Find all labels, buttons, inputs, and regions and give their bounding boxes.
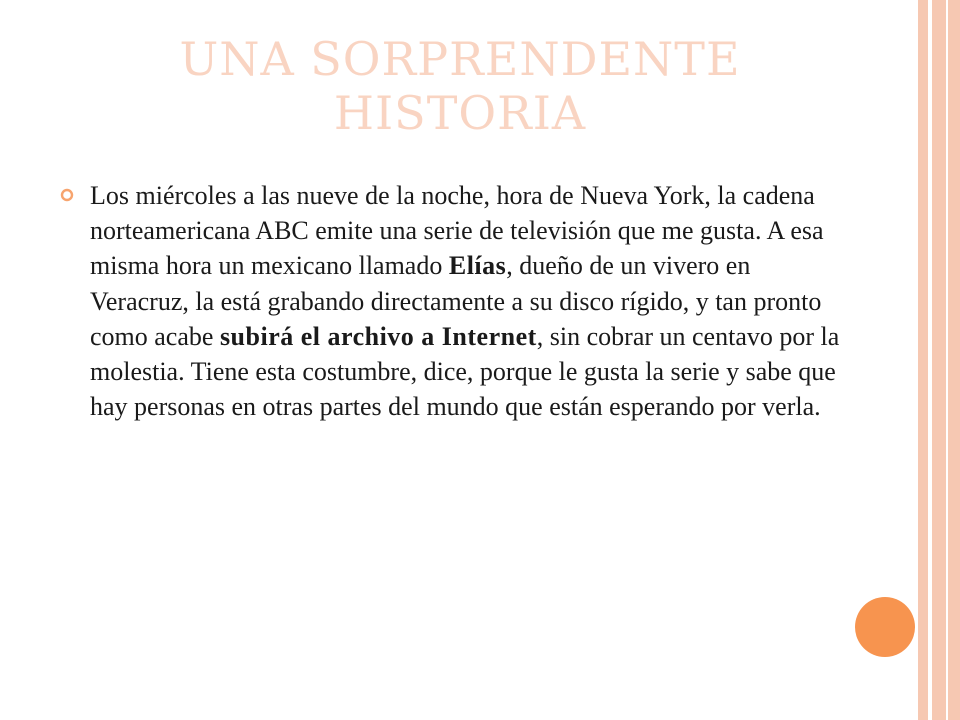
hollow-circle-bullet-icon	[60, 188, 74, 202]
bullet-text	[90, 178, 840, 424]
orange-circle-decoration	[855, 597, 915, 657]
bullet-bold-phrase: subirá el archivo a Internet	[219, 321, 537, 351]
slide-title-line-2: HISTORIA	[333, 86, 587, 140]
bullet-bold-name: Elías	[448, 251, 507, 281]
decorative-stripe	[932, 0, 946, 720]
bullet-text-segment-1: Los miércoles a las nueve de la noche, hora de Nueva York, la cadena norteamericana ABC emite una serie de televisión que me gusta. A esa misma hora un mexicano llamado	[90, 181, 824, 281]
decorative-stripe	[948, 0, 960, 720]
bullet-text-segment-2: , dueño de un vivero en Veracruz, la está grabando directamente a su disco rígido, y tan pronto como acabe	[90, 251, 822, 351]
bullet-text-segment-3: , sin cobrar un centavo por la molestia. Tiene esta costumbre, dice, porque le gusta la serie y sabe que hay personas en otras partes del mundo que están esperando por verla.	[90, 321, 840, 422]
slide-title-line-1: UNA SORPRENDENTE	[179, 32, 741, 86]
slide-title	[90, 32, 830, 140]
bullet-item	[60, 178, 840, 424]
decorative-stripe	[918, 0, 928, 720]
